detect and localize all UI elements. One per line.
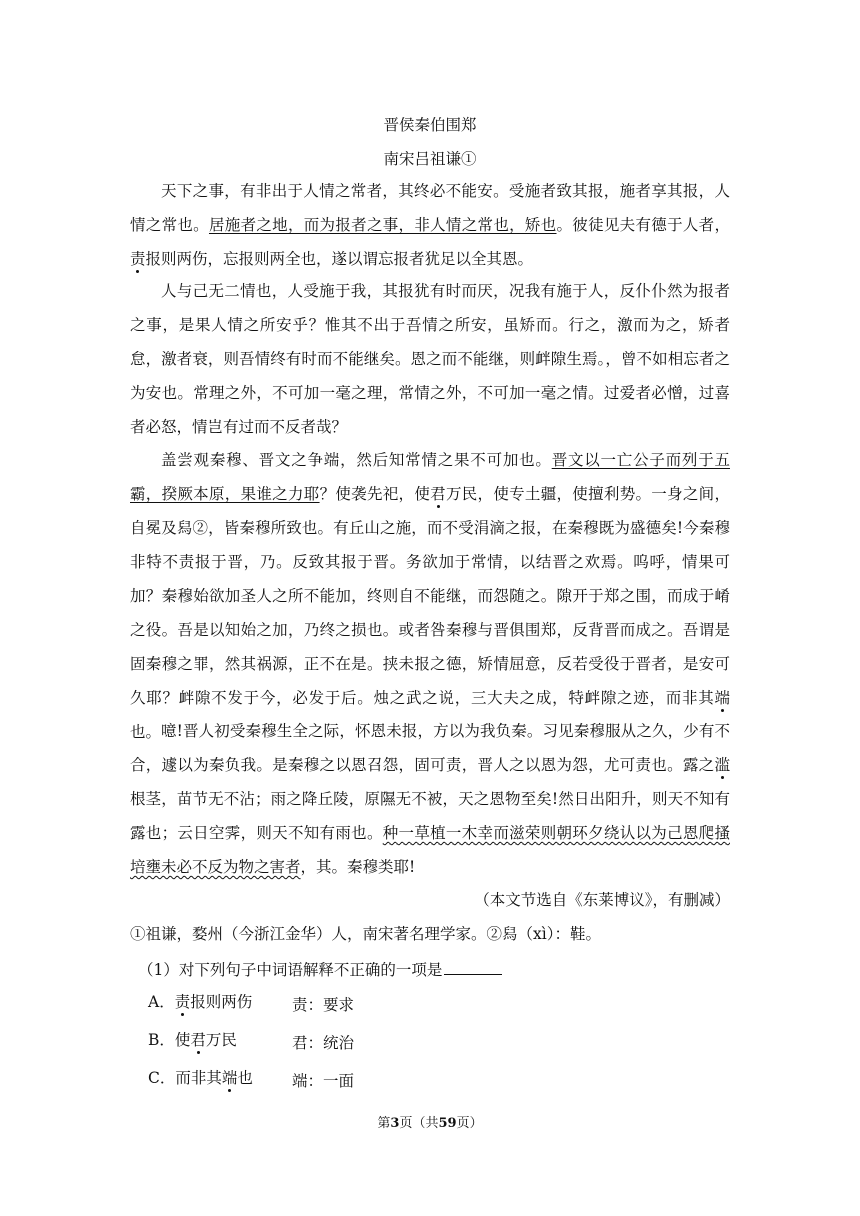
option-text-post: 也 <box>237 1069 253 1087</box>
page-number: 3 <box>390 1116 400 1131</box>
footer-text-b: 页（共 <box>399 1116 439 1131</box>
p3-text-a: 盖尝观秦穆、晋文之争端，然后知常情之果不可加也。 <box>161 451 552 469</box>
p1-text-b: 。彼徒见夫有德于人者， <box>556 216 730 234</box>
p1-text-a: 天下之事，有非出于人情之常者，其终必不能安。受施者致其报，施者享其报，人情之常也。 <box>130 182 730 234</box>
answer-blank <box>444 973 502 975</box>
option-letter: B． <box>148 1031 175 1049</box>
p1-underlined-sentence: 居施者之地，而为报者之事，非人情之常也，矫也 <box>208 216 557 234</box>
footer-text-a: 第 <box>377 1116 391 1131</box>
p3-text-c: 万民，使专土疆，使擅利势。一身之间，自冕及舄②，皆秦穆所致也。有丘山之施，而不受涓滴之报，在秦穆既为盛德矣!今秦穆非特不责报于晋，乃。反致其报于晋。务欲加于常情，以结晋之欢焉。呜呼，情果可加？秦穆始欲加圣人之所不能加，终则自不能继，而怨随之。隙开于郑之围，而成于崤之役。吾是以知始之加，乃终之损也。或者咎秦穆与晋俱围郑，反背晋而成之。吾谓是固秦穆之罪，然其祸源，正不在是。挟未报之德，矫情屈意，反若受役于晋者，是安可久耶？衅隙不发于今，必发于后。烛之武之说，三大夫之成，特衅隙之迹，而非其 <box>130 485 730 707</box>
question-text: （1）对下列句子中词语解释不正确的一项是 <box>138 961 443 979</box>
option-text-post: 报则两伤 <box>190 993 253 1011</box>
option-c <box>148 1066 253 1088</box>
p4-dotted-char: 滥 <box>714 756 730 774</box>
option-dotted-char: 君 <box>190 1031 206 1049</box>
option-b <box>148 1028 237 1050</box>
p4-text-b: 根茎，苗节无不沾；雨之降丘陵，原隰无不被，天之恩物至矣!然日出阳升，则天不知有露也；云日空霁，则天不知有雨也。 <box>130 790 730 842</box>
question-1 <box>138 958 502 980</box>
notes-line: ①祖谦，婺州（今浙江金华）人，南宋著名理学家。②舄（xì）：鞋。 <box>130 925 601 943</box>
page-title: 晋侯秦伯围郑 <box>383 116 477 134</box>
source-line: （本文节选自《东莱博议》，有删减） <box>474 891 730 909</box>
option-text-pre: 而非其 <box>175 1069 222 1087</box>
p3-text-b: ？使袭先祀，使 <box>319 485 431 503</box>
footer-text-c: 页） <box>456 1116 483 1131</box>
author-line: 南宋吕祖谦① <box>383 150 477 168</box>
p3-text-d: 也。 <box>130 723 162 741</box>
option-dotted-char: 端 <box>221 1069 238 1087</box>
p1-dotted-char: 责 <box>130 250 146 268</box>
option-letter: C． <box>148 1069 176 1087</box>
p4-text-c: ，其。秦穆类耶! <box>300 858 416 876</box>
paragraph-3 <box>130 443 730 749</box>
p4-wavy-underlined-sentence: 种一草植一木幸而滋荣则朝环夕绕认以为己恩爬搔培壅未必不反为物之害者 <box>130 824 730 876</box>
p3-dotted-char-1: 君 <box>430 485 446 503</box>
paragraph-4 <box>130 714 730 884</box>
option-a-gloss: 责：要求 <box>292 996 355 1014</box>
option-c-gloss: 端：一面 <box>292 1072 355 1090</box>
option-letter: A． <box>148 993 175 1011</box>
p3-dotted-char-2: 端 <box>714 689 730 707</box>
option-dotted-char: 责 <box>174 993 191 1011</box>
paragraph-1 <box>130 174 730 276</box>
option-text-pre: 使 <box>174 1031 191 1049</box>
p4-text-a: 噫!晋人初受秦穆生全之际，怀恩未报，方以为我负秦。习见秦穆服从之久，少有不合，遽以为秦负我。是秦穆之以恩召怨，固可责，晋人之以恩为怨，尤可责也。露之 <box>130 722 730 774</box>
p1-text-c: 报则两伤，忘报则两全也，遂以谓忘报者犹足以全其恩。 <box>145 250 534 268</box>
option-a <box>148 990 252 1012</box>
total-pages: 59 <box>438 1116 457 1131</box>
option-text-post: 万民 <box>205 1031 237 1049</box>
page-footer <box>0 1112 860 1131</box>
p3-underlined-sentence: 晋文以一亡公子而列于五霸，揆厥本原，果谁之力耶 <box>130 451 730 503</box>
paragraph-2: 人与己无二情也，人受施于我，其报犹有时而厌，况我有施于人，反仆仆然为报者之事，是果人情之所安乎？惟其不出于吾情之所安，虽矫而。行之，激而为之，矫者怠，激者衰，则吾情终有时而不能继矣。恩之而不能继，则衅隙生焉。，曾不如相忘者之为安也。常理之外，不可加一毫之理，常情之外，不可加一毫之情。过爱者必憎，过喜者必怒，情岂有过而不反者哉？ <box>130 282 730 436</box>
option-b-gloss: 君：统治 <box>292 1034 355 1052</box>
